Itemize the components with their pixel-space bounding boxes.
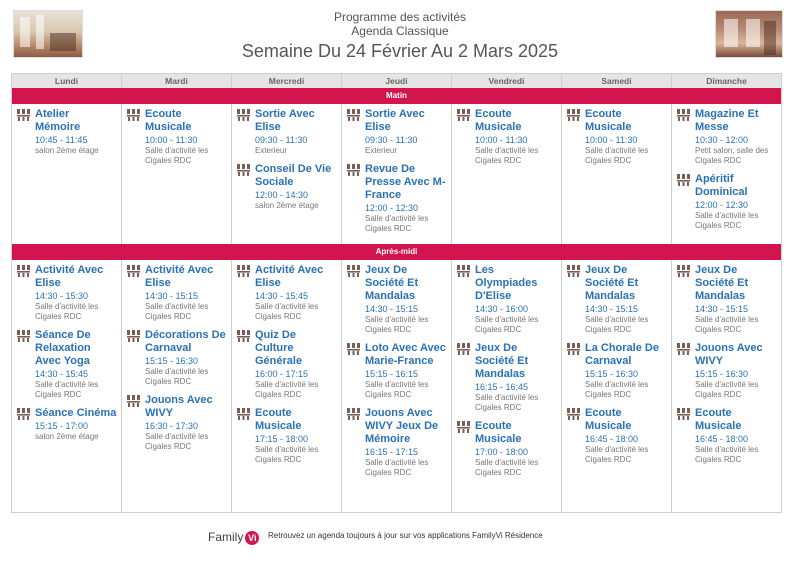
activity-title: Sortie Avec Elise [365,108,425,133]
group-activity-icon [347,408,360,478]
activity-item[interactable] [677,108,777,166]
group-activity-icon [677,343,690,400]
activity-info [585,108,667,166]
activity-item[interactable] [17,329,117,400]
activity-title: Revue De Presse Avec M-France [365,163,446,201]
group-activity-icon [237,408,250,465]
activity-item[interactable] [457,342,557,413]
activity-time: 09:30 - 11:30 [255,135,308,145]
morning-day-column [561,104,671,244]
activity-time: 14:30 - 15:15 [365,304,419,314]
activity-location: Salle d'activité les Cigales RDC [145,432,209,451]
activity-info [365,342,447,400]
activity-info [255,108,337,156]
group-activity-icon [567,109,580,166]
activity-item[interactable] [347,342,447,400]
activity-location: Salle d'activité les Cigales RDC [365,315,429,334]
activity-time: 10:00 - 11:30 [475,135,528,145]
day-header-1: Mardi [121,74,231,88]
activity-item[interactable] [567,264,667,335]
activity-info [365,108,447,156]
activity-location: Salle d'activité les Cigales RDC [475,315,539,334]
activity-info [695,173,777,231]
activity-item[interactable] [457,420,557,478]
activity-location: Exterieur [255,146,288,155]
activity-info [145,394,227,452]
morning-day-column [671,104,781,244]
activity-title: Ecoute Musicale [475,420,522,445]
activity-info [695,407,777,465]
activity-item[interactable] [127,108,227,166]
activity-title: Activité Avec Elise [255,264,324,289]
day-header-6: Dimanche [671,74,781,88]
afternoon-day-column [671,260,781,512]
brand-logo-icon: Vi [245,531,259,545]
activity-location: Salle d'activité les Cigales RDC [475,146,539,165]
activity-time: 15:15 - 16:30 [695,369,749,379]
activity-item[interactable] [17,264,117,322]
activity-info [255,264,337,322]
group-activity-icon [127,109,140,166]
activity-info [695,264,777,335]
group-activity-icon [567,265,580,335]
activity-location: Salle d'activité les Cigales RDC [365,380,429,399]
morning-day-column [451,104,561,244]
activity-item[interactable] [237,264,337,322]
afternoon-day-column [231,260,341,512]
activity-item[interactable] [127,329,227,387]
activity-title: Quiz De Culture Générale [255,329,303,367]
week-title: Semaine Du 24 Février Au 2 Mars 2025 [241,41,559,61]
group-activity-icon [457,343,470,413]
programme-title: Programme des activités [333,10,467,24]
activity-title: Magazine Et Messe [695,108,759,133]
activity-item[interactable] [237,329,337,400]
activity-location: Salle d'activité les Cigales RDC [585,315,649,334]
activity-location: Salle d'activité les Cigales RDC [365,214,429,233]
activity-location: Salle d'activité les Cigales RDC [145,146,209,165]
activity-location: salon 2ème étage [255,201,319,210]
activity-time: 15:15 - 16:30 [145,356,199,366]
group-activity-icon [237,109,250,156]
activity-title: Ecoute Musicale [695,407,742,432]
group-activity-icon [347,164,360,234]
activity-info [365,407,447,478]
activity-time: 16:15 - 16:45 [475,382,529,392]
activity-title: Activité Avec Elise [35,264,104,289]
activity-title: Ecoute Musicale [585,108,632,133]
activity-item[interactable] [347,264,447,335]
morning-day-column [231,104,341,244]
activity-time: 16:45 - 18:00 [695,434,749,444]
group-activity-icon [127,265,140,322]
afternoon-day-column [12,260,121,512]
activity-location: Salle d'activité les Cigales RDC [145,367,209,386]
activity-title: Activité Avec Elise [145,264,214,289]
morning-day-column [341,104,451,244]
activity-time: 16:00 - 17:15 [255,369,309,379]
afternoon-day-column [561,260,671,512]
group-activity-icon [677,109,690,166]
group-activity-icon [677,174,690,231]
activity-time: 17:15 - 18:00 [255,434,309,444]
activity-title: Jeux De Société Et Mandalas [365,264,419,302]
activity-title: Jouons Avec WIVY Jeux De Mémoire [365,407,439,445]
group-activity-icon [457,421,470,478]
activity-item[interactable] [567,342,667,400]
activity-item[interactable] [677,407,777,465]
activity-item[interactable] [347,163,447,234]
activity-title: Jeux De Société Et Mandalas [585,264,639,302]
activity-item[interactable] [457,264,557,335]
activity-location: Exterieur [365,146,398,155]
activity-title: Sortie Avec Elise [255,108,315,133]
afternoon-band: Après-midi [12,244,781,260]
activity-info [365,264,447,335]
activity-title: Séance De Relaxation Avec Yoga [35,329,91,367]
activity-time: 10:30 - 12:00 [695,135,749,145]
day-header-row [12,74,781,88]
group-activity-icon [347,109,360,156]
group-activity-icon [457,265,470,335]
group-activity-icon [127,330,140,387]
activity-location: Salle d'activité les Cigales RDC [695,380,759,399]
activity-info [695,342,777,400]
group-activity-icon [237,265,250,322]
activity-location: Salle d'activité les Cigales RDC [255,380,319,399]
brand-text: Family [208,530,244,544]
day-header-4: Vendredi [451,74,561,88]
group-activity-icon [17,265,30,322]
activity-info [475,342,557,413]
activity-info [585,407,667,465]
activity-time: 10:00 - 11:30 [585,135,638,145]
activity-item[interactable] [17,108,117,156]
activity-time: 17:00 - 18:00 [475,447,529,457]
activity-info [145,108,227,166]
activity-item[interactable] [17,407,117,442]
morning-row [12,104,781,244]
afternoon-day-column [341,260,451,512]
activity-title: Ecoute Musicale [585,407,632,432]
activity-info [585,342,667,400]
activity-item[interactable] [347,407,447,478]
activity-time: 12:00 - 12:30 [695,200,749,210]
footer [0,530,800,546]
activity-location: Salle d'activité les Cigales RDC [695,445,759,464]
activity-item[interactable] [677,342,777,400]
activity-title: Jouons Avec WIVY [695,342,763,367]
activity-time: 14:30 - 15:30 [35,291,89,301]
familyvi-logo [208,530,259,545]
activity-item[interactable] [127,394,227,452]
afternoon-day-column [451,260,561,512]
activity-item[interactable] [347,108,447,156]
activity-title: Les Olympiades D'Elise [475,264,538,302]
day-header-0: Lundi [54,76,79,86]
activity-info [35,329,117,400]
activity-info [255,163,337,211]
group-activity-icon [237,330,250,400]
activity-info [365,163,447,234]
activity-item[interactable] [237,163,337,211]
agenda-subtitle: Agenda Classique [351,24,449,38]
activity-location: Salle d'activité les Cigales RDC [145,302,209,321]
afternoon-day-column [121,260,231,512]
activity-location: Salle d'activité les Cigales RDC [475,458,539,477]
group-activity-icon [567,343,580,400]
activity-time: 14:30 - 15:45 [255,291,309,301]
activity-title: Atelier Mémoire [35,108,81,133]
activity-title: Jeux De Société Et Mandalas [695,264,749,302]
activity-location: Salle d'activité les Cigales RDC [475,393,539,412]
activity-location: Salle d'activité les Cigales RDC [35,302,99,321]
activity-info [145,264,227,322]
activity-title: Apéritif Dominical [695,173,748,198]
activity-item[interactable] [457,108,557,166]
activity-item[interactable] [237,108,337,156]
activity-location: Salle d'activité les Cigales RDC [695,211,759,230]
footer-tagline: Retrouvez un agenda toujours à jour sur vos applications FamilyVi Résidence [268,531,543,540]
activity-time: 16:45 - 18:00 [585,434,639,444]
group-activity-icon [457,109,470,166]
activity-time: 15:15 - 16:30 [585,369,639,379]
schedule-grid [11,73,782,513]
day-header-3: Jeudi [341,74,451,88]
activity-title: Ecoute Musicale [475,108,522,133]
activity-time: 10:00 - 11:30 [145,135,198,145]
group-activity-icon [677,408,690,465]
activity-location: Salle d'activité les Cigales RDC [585,146,649,165]
group-activity-icon [127,395,140,452]
morning-day-column [121,104,231,244]
activity-time: 15:15 - 17:00 [35,421,89,431]
activity-item[interactable] [237,407,337,465]
activity-location: salon 2ème étage [35,146,99,155]
activity-title: Conseil De Vie Sociale [255,163,332,188]
activity-location: Salle d'activité les Cigales RDC [585,380,649,399]
activity-info [35,407,117,442]
activity-title: Loto Avec Avec Marie-France [365,342,446,367]
activity-item[interactable] [567,108,667,166]
activity-info [475,108,557,166]
activity-title: Séance Cinéma [35,407,117,419]
activity-info [475,420,557,478]
activity-location: Salle d'activité les Cigales RDC [365,458,429,477]
activity-time: 15:15 - 16:15 [365,369,419,379]
activity-item[interactable] [677,173,777,231]
activity-time: 14:30 - 15:45 [35,369,89,379]
activity-time: 14:30 - 15:15 [695,304,749,314]
activity-title: Ecoute Musicale [255,407,302,432]
activity-title: Jouons Avec WIVY [145,394,213,419]
activity-time: 14:30 - 15:15 [145,291,199,301]
group-activity-icon [347,343,360,400]
morning-band: Matin [12,88,781,104]
activity-location: Salle d'activité les Cigales RDC [585,445,649,464]
activity-info [585,264,667,335]
activity-time: 10:45 - 11:45 [35,135,88,145]
group-activity-icon [17,408,30,442]
group-activity-icon [17,330,30,400]
activity-time: 16:30 - 17:30 [145,421,199,431]
activity-title: La Chorale De Carnaval [585,342,659,367]
activity-title: Décorations De Carnaval [145,329,226,354]
activity-item[interactable] [567,407,667,465]
group-activity-icon [347,265,360,335]
activity-info [35,264,117,322]
morning-day-column [12,104,121,244]
page-header [0,10,800,62]
activity-time: 12:00 - 14:30 [255,190,309,200]
activity-info [35,108,117,156]
group-activity-icon [677,265,690,335]
day-header-2: Mercredi [231,74,341,88]
activity-item[interactable] [677,264,777,335]
activity-time: 12:00 - 12:30 [365,203,419,213]
activity-title: Ecoute Musicale [145,108,192,133]
activity-item[interactable] [127,264,227,322]
activity-time: 09:30 - 11:30 [365,135,418,145]
activity-location: Petit salon, salle des Cigales RDC [695,146,769,165]
afternoon-row [12,260,781,512]
day-header-5: Samedi [561,74,671,88]
activity-info [695,108,777,166]
activity-info [255,407,337,465]
activity-location: Salle d'activité les Cigales RDC [695,315,759,334]
activity-info [475,264,557,335]
activity-info [255,329,337,400]
group-activity-icon [17,109,30,156]
activity-info [145,329,227,387]
activity-location: salon 2ème étage [35,432,99,441]
activity-time: 14:30 - 15:15 [585,304,639,314]
activity-location: Salle d'activité les Cigales RDC [35,380,99,399]
activity-title: Jeux De Société Et Mandalas [475,342,529,380]
group-activity-icon [567,408,580,465]
activity-time: 14:30 - 16:00 [475,304,529,314]
activity-time: 16:15 - 17:15 [365,447,419,457]
group-activity-icon [237,164,250,211]
activity-location: Salle d'activité les Cigales RDC [255,445,319,464]
activity-location: Salle d'activité les Cigales RDC [255,302,319,321]
